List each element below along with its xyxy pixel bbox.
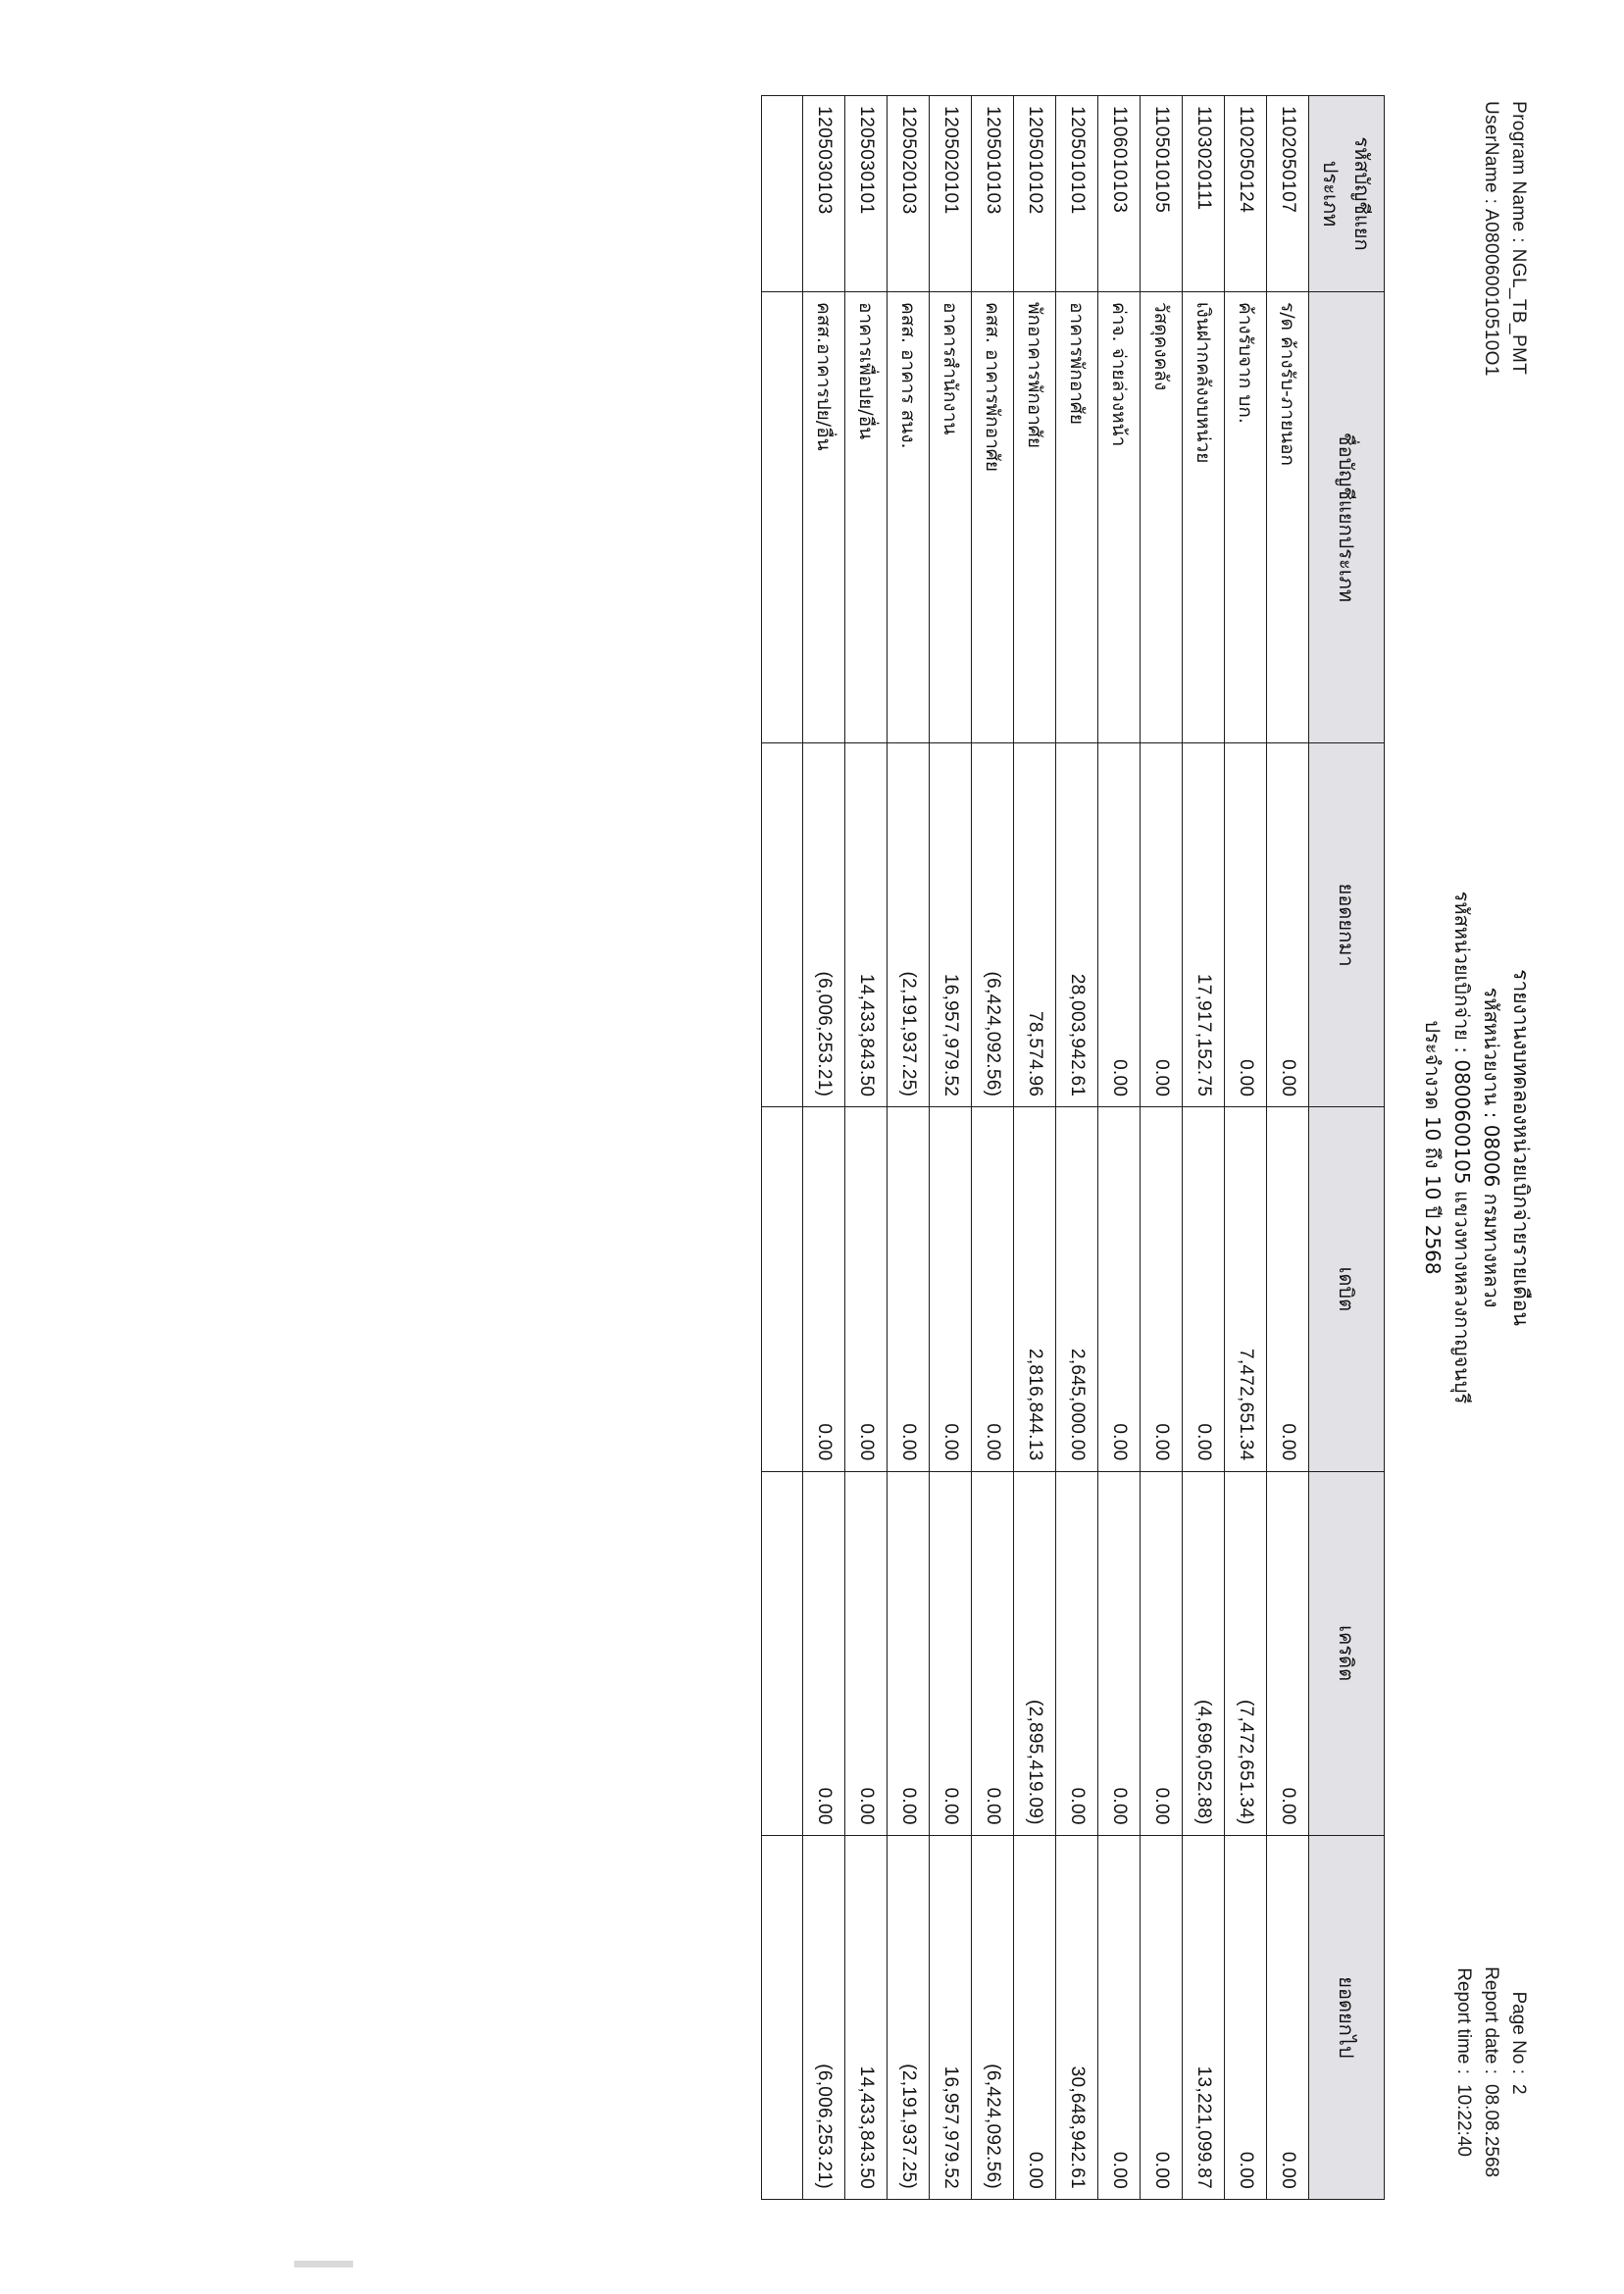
table-row <box>1267 95 1309 2199</box>
cell-debit: 0.00 <box>803 1106 845 1470</box>
program-name-label: Program Name : <box>1508 100 1529 243</box>
username-label: UserName : <box>1481 100 1501 204</box>
cell-credit: (4,696,052.88) <box>1183 1471 1225 1835</box>
column-header-account-code: รหัสบัญชีแยกประเภท <box>1309 95 1385 291</box>
cell-opening: 78,574.96 <box>1014 742 1056 1106</box>
cell-debit: 0.00 <box>1183 1106 1225 1470</box>
table-row <box>1141 95 1183 2199</box>
cell-debit: 0.00 <box>1141 1106 1183 1470</box>
cell-account-name: เงินฝากคลังงบหน่วย <box>1183 291 1225 742</box>
table-row <box>972 95 1014 2199</box>
cell-empty <box>762 95 803 291</box>
agency-code-line: รหัสหน่วยงาน : 08006 กรมทางหลวง <box>1480 987 1503 1307</box>
disbursement-unit-line: รหัสหน่วยเบิกจ่าย : 0800600105 แขวงทางหลวงกาญจนบุรี <box>1450 891 1474 1403</box>
cell-account-code: 1103020111 <box>1183 95 1225 291</box>
cell-debit: 0.00 <box>888 1106 930 1470</box>
cell-closing: 0.00 <box>1098 1835 1141 2199</box>
column-header-debit: เดบิต <box>1309 1106 1385 1470</box>
cell-credit: 0.00 <box>972 1471 1014 1835</box>
cell-account-name: คสส. อาคารพักอาศัย <box>972 291 1014 742</box>
column-header-opening: ยอดยกมา <box>1309 742 1385 1106</box>
table-row <box>930 95 972 2199</box>
table-header <box>1309 95 1385 2199</box>
cell-empty <box>762 1471 803 1835</box>
cell-account-name: อาคารพักอาศัย <box>1056 291 1098 742</box>
cell-opening: 0.00 <box>1267 742 1309 1106</box>
cell-account-name: อาคารสำนักงาน <box>930 291 972 742</box>
report-sheet <box>47 44 1577 2251</box>
cell-debit: 2,816,844.13 <box>1014 1106 1056 1470</box>
cell-credit: 0.00 <box>1098 1471 1141 1835</box>
cell-credit: (2,895,419.09) <box>1014 1471 1056 1835</box>
cell-credit: 0.00 <box>803 1471 845 1835</box>
header-title-block <box>1418 95 1536 2200</box>
cell-closing: 0.00 <box>1267 1835 1309 2199</box>
cell-empty <box>762 1835 803 2199</box>
cell-account-code: 1102050107 <box>1267 95 1309 291</box>
cell-closing: (6,424,092.56) <box>972 1835 1014 2199</box>
cell-account-code: 1106010103 <box>1098 95 1141 291</box>
cell-closing: 0.00 <box>1014 1835 1056 2199</box>
cell-credit: 0.00 <box>930 1471 972 1835</box>
cell-account-name: อาคารเพื่อปย/อื่น <box>845 291 888 742</box>
report-date-value: 08.08.2568 <box>1481 2083 1501 2177</box>
cell-opening: 28,003,942.61 <box>1056 742 1098 1106</box>
table-row <box>1098 95 1141 2199</box>
table-row <box>1225 95 1267 2199</box>
rotated-report-canvas <box>47 44 1577 2251</box>
report-date-label: Report date : <box>1481 1965 1501 2074</box>
cell-opening: 0.00 <box>1141 742 1183 1106</box>
program-name-value: NGL_TB_PMT <box>1508 248 1529 375</box>
cell-account-name: พักอาคารพักอาศัย <box>1014 291 1056 742</box>
table-row <box>803 95 845 2199</box>
cell-credit: (7,472,651.34) <box>1225 1471 1267 1835</box>
report-time-value: 10:22:40 <box>1453 2083 1474 2157</box>
cell-closing: 0.00 <box>1225 1835 1267 2199</box>
trial-balance-table <box>761 95 1385 2200</box>
cell-credit: 0.00 <box>845 1471 888 1835</box>
table-body <box>762 95 1309 2199</box>
page-no-value: 2 <box>1508 2083 1529 2095</box>
column-header-credit: เครดิต <box>1309 1471 1385 1835</box>
cell-account-name: คสส.อาคารปย/อื่น <box>803 291 845 742</box>
column-header-account-name: ชื่อบัญชีแยกประเภท <box>1309 291 1385 742</box>
cell-account-name: คสส. อาคาร สนง. <box>888 291 930 742</box>
table-row <box>845 95 888 2199</box>
cell-closing: 13,221,099.87 <box>1183 1835 1225 2199</box>
scan-artifact <box>294 2261 353 2268</box>
cell-opening: 17,917,152.75 <box>1183 742 1225 1106</box>
cell-opening: 0.00 <box>1225 742 1267 1106</box>
cell-debit: 0.00 <box>972 1106 1014 1470</box>
cell-closing: 0.00 <box>1141 1835 1183 2199</box>
cell-account-code: 1205010101 <box>1056 95 1098 291</box>
cell-debit: 2,645,000.00 <box>1056 1106 1098 1470</box>
cell-account-name: ร/ด ค้างรับ-ภายนอก <box>1267 291 1309 742</box>
page-no-line <box>1504 1966 1532 2190</box>
cell-opening: 0.00 <box>1098 742 1141 1106</box>
cell-opening: 16,957,979.52 <box>930 742 972 1106</box>
cell-opening: (6,424,092.56) <box>972 742 1014 1106</box>
cell-debit: 0.00 <box>845 1106 888 1470</box>
report-time-label: Report time : <box>1453 1966 1474 2074</box>
table-row <box>1183 95 1225 2199</box>
cell-empty <box>762 291 803 742</box>
cell-credit: 0.00 <box>1267 1471 1309 1835</box>
period-line: ประจำงวด 10 ถึง 10 ปี 2568 <box>1421 1019 1445 1275</box>
report-date-line <box>1477 1966 1504 2190</box>
cell-closing: (6,006,253.21) <box>803 1835 845 2199</box>
table-spacer-row <box>762 95 803 2199</box>
cell-opening: (2,191,937.25) <box>888 742 930 1106</box>
table-row <box>1056 95 1098 2199</box>
cell-closing: 30,648,942.61 <box>1056 1835 1098 2199</box>
cell-account-name: ค้างรับจาก บก. <box>1225 291 1267 742</box>
cell-account-code: 1205030101 <box>845 95 888 291</box>
cell-debit: 0.00 <box>1098 1106 1141 1470</box>
cell-credit: 0.00 <box>1141 1471 1183 1835</box>
cell-account-code: 1205020103 <box>888 95 930 291</box>
cell-account-code: 1105010105 <box>1141 95 1183 291</box>
cell-account-code: 1102050124 <box>1225 95 1267 291</box>
cell-closing: 14,433,843.50 <box>845 1835 888 2199</box>
cell-credit: 0.00 <box>1056 1471 1098 1835</box>
report-time-line <box>1449 1966 1477 2190</box>
report-title: รายงานงบทดลองหน่วยเบิกจ่ายรายเดือน <box>1509 968 1533 1326</box>
cell-opening: (6,006,253.21) <box>803 742 845 1106</box>
report-header <box>1391 95 1538 2200</box>
page-no-label: Page No : <box>1508 1991 1529 2074</box>
cell-account-code: 1205030103 <box>803 95 845 291</box>
cell-account-code: 1205010103 <box>972 95 1014 291</box>
cell-account-code: 1205010102 <box>1014 95 1056 291</box>
column-header-closing: ยอดยกไป <box>1309 1835 1385 2199</box>
table-row <box>888 95 930 2199</box>
cell-closing: 16,957,979.52 <box>930 1835 972 2199</box>
table-row <box>1014 95 1056 2199</box>
cell-debit: 7,472,651.34 <box>1225 1106 1267 1470</box>
cell-empty <box>762 742 803 1106</box>
cell-opening: 14,433,843.50 <box>845 742 888 1106</box>
cell-account-name: ค่าจ. จ่ายล่วงหน้า <box>1098 291 1141 742</box>
cell-debit: 0.00 <box>1267 1106 1309 1470</box>
cell-debit: 0.00 <box>930 1106 972 1470</box>
header-right-block <box>1449 1966 1532 2190</box>
cell-account-code: 1205020101 <box>930 95 972 291</box>
cell-account-name: วัสดุคงคลัง <box>1141 291 1183 742</box>
username-value: A080060010510O1 <box>1481 208 1501 377</box>
cell-closing: (2,191,937.25) <box>888 1835 930 2199</box>
table-header-row <box>1309 95 1385 2199</box>
cell-empty <box>762 1106 803 1470</box>
cell-credit: 0.00 <box>888 1471 930 1835</box>
